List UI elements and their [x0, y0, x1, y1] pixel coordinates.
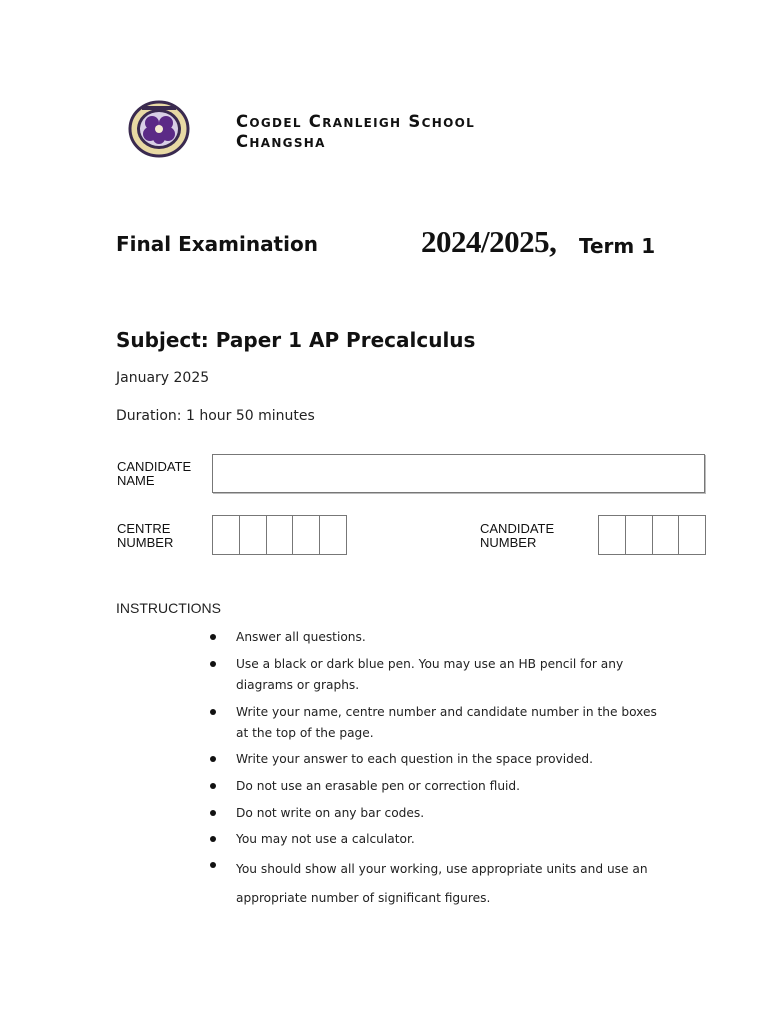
candidate-name-label: CANDIDATE NAME	[117, 459, 192, 488]
exam-term: Term 1	[579, 234, 656, 258]
instruction-item: You may not use a calculator.	[208, 829, 658, 850]
school-name-line2: Changsha	[236, 132, 326, 151]
candidate-number-cell[interactable]	[679, 516, 705, 554]
instructions-heading: INSTRUCTIONS	[116, 600, 221, 616]
instruction-item: Write your name, centre number and candidate number in the boxes at the top of the page.	[208, 702, 658, 744]
instruction-item: Use a black or dark blue pen. You may use an HB pencil for any diagrams or graphs.	[208, 654, 658, 696]
candidate-number-field[interactable]	[598, 515, 706, 555]
centre-number-field[interactable]	[212, 515, 347, 555]
exam-date: January 2025	[116, 370, 210, 386]
centre-number-label: CENTRE NUMBER	[117, 521, 174, 550]
instruction-item: Do not use an erasable pen or correction fluid.	[208, 776, 658, 797]
candidate-number-cell[interactable]	[626, 516, 653, 554]
bullet-icon	[210, 810, 216, 816]
bullet-icon	[210, 661, 216, 667]
candidate-number-cell[interactable]	[599, 516, 626, 554]
candidate-number-label: CANDIDATE NUMBER	[480, 521, 555, 550]
exam-title: Final Examination	[116, 232, 318, 256]
exam-year: 2024/2025,	[421, 224, 557, 259]
candidate-number-cell[interactable]	[653, 516, 680, 554]
instruction-item: You should show all your working, use appropriate units and use an appropriate number of significant figures.	[208, 855, 658, 913]
bullet-icon	[210, 634, 216, 640]
bullet-icon	[210, 836, 216, 842]
school-crest-icon	[128, 100, 190, 158]
instruction-item: Write your answer to each question in the space provided.	[208, 749, 658, 770]
bullet-icon	[210, 756, 216, 762]
exam-duration: Duration: 1 hour 50 minutes	[116, 408, 315, 424]
instruction-item: Answer all questions.	[208, 627, 658, 648]
candidate-name-field[interactable]	[212, 454, 705, 493]
centre-number-cell[interactable]	[240, 516, 267, 554]
bullet-icon	[210, 783, 216, 789]
subject-heading: Subject: Paper 1 AP Precalculus	[116, 328, 476, 352]
bullet-icon	[210, 709, 216, 715]
school-name	[236, 112, 475, 152]
centre-number-cell[interactable]	[213, 516, 240, 554]
instruction-item: Do not write on any bar codes.	[208, 803, 658, 824]
centre-number-cell[interactable]	[293, 516, 320, 554]
centre-number-cell[interactable]	[320, 516, 346, 554]
school-name-line1: Cogdel Cranleigh School	[236, 112, 476, 131]
centre-number-cell[interactable]	[267, 516, 294, 554]
bullet-icon	[210, 862, 216, 868]
